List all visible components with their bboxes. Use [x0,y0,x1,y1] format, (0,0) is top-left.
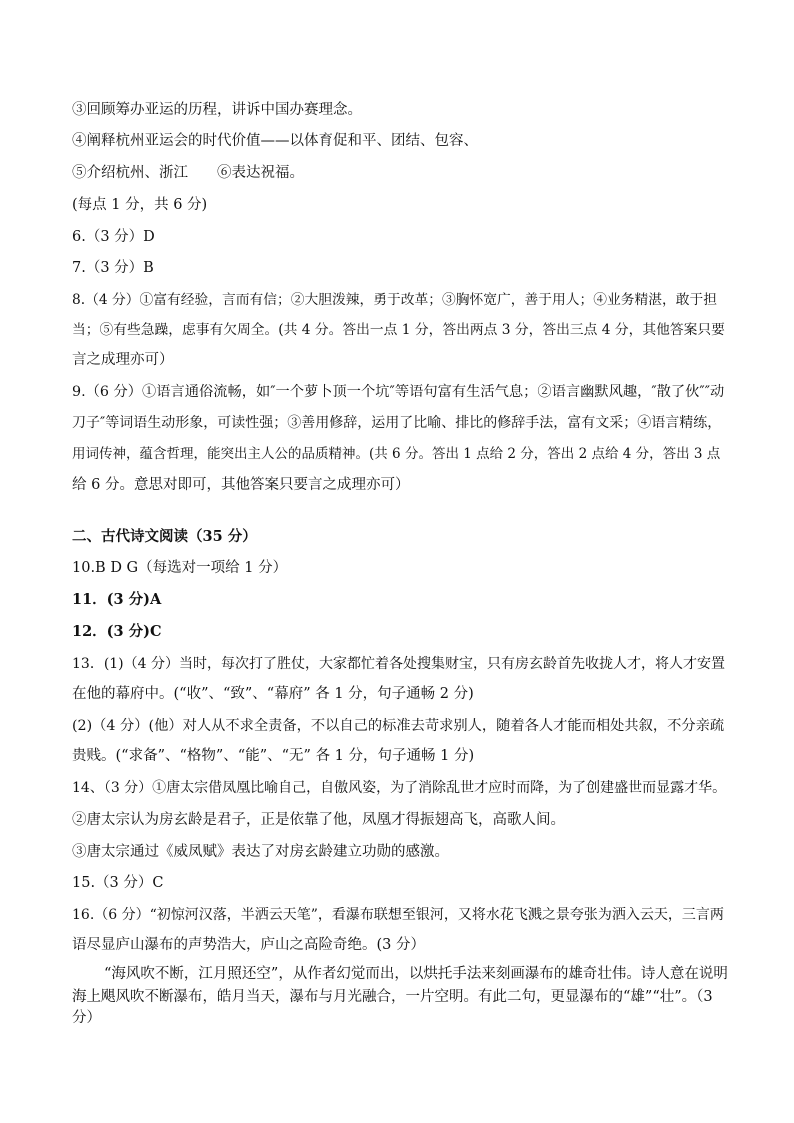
point-5-6-text: ⑤介绍杭州、浙江 ⑥表达祝福。 [72,165,304,181]
answer-q9-line: 刀子″等词语生动形象，可读性强；③善用修辞，运用了比喻、排比的修辞手法，富有文采；④语言精练， [72,415,722,431]
answer-q16-line: 16.（6 分）“初惊河汉落，半洒云天笔”，看瀑布联想至银河，又将水花飞溅之景夸张为洒入云天，三言两 [72,907,724,923]
answer-q8-line: 言之成理亦可） [72,352,174,368]
answer-q12: 12．(3 分)C [72,623,162,640]
point-3-text: ③回顾筹办亚运的历程，讲诉中国办赛理念。 [72,102,362,118]
answer-q14-line: ②唐太宗认为房玄龄是君子，正是依靠了他，凤凰才得振翅高飞，高歌人间。 [72,812,565,828]
answer-q16-line: 语尽显庐山瀑布的声势浩大，庐山之高险奇绝。(3 分） [72,937,425,953]
answer-q9-line: 给 6 分。意思对即可，其他答案只要言之成理亦可） [72,477,410,493]
answer-q11: 11．(3 分)A [72,591,162,608]
answer-q14-line: ③唐太宗通过《威凤赋》表达了对房玄龄建立功勋的感激。 [72,844,449,860]
scoring-note: (每点 1 分，共 6 分) [72,197,208,213]
answer-q16-line: “海风吹不断，江月照还空”，从作者幻觉而出，以烘托手法来刻画瀑布的雄奇壮伟。诗人意在说明 [104,966,728,982]
answer-q15: 15.（3 分）C [72,875,164,891]
answer-q16-line: 海上飓风吹不断瀑布，皓月当天，瀑布与月光融合，一片空明。有此二句，更显瀑布的“雄”“壮”。（3 [72,989,713,1005]
answer-q13-line: 在他的幕府中。(“收”、“致”、“幕府” 各 1 分，句子通畅 2 分) [72,686,474,702]
answer-q13-line: 贵贱。(“求备”、“格物”、“能”、“无” 各 1 分，句子通畅 1 分) [72,748,475,764]
answer-q7: 7.（3 分）B [72,260,154,276]
answer-q13-line: 13．(1)（4 分）当时，每次打了胜仗，大家都忙着各处搜集财宝，只有房玄龄首先收拢人才，将人才安置 [72,656,726,672]
answer-q9-line: 用词传神，蕴含哲理，能突出主人公的品质精神。(共 6 分。答出 1 点给 2 分，答出 2 点给 4 分，答出 3 点 [72,446,721,462]
answer-q8-line: 8.（4 分）①富有经验，言而有信；②大胆泼辣，勇于改革；③胸怀宽广，善于用人；④业务精湛，敢于担 [72,292,717,308]
answer-q9-line: 9.（6 分）①语言通俗流畅，如″一个萝卜顶一个坑″等语句富有生活气息；②语言幽默风趣，″散了伙″″动 [72,384,725,400]
answer-q13-line: (2)（4 分）(他）对人从不求全责备，不以自己的标准去苛求别人，随着各人才能而相处共叙，不分亲疏 [72,718,725,734]
section-heading: 二、古代诗文阅读（35 分） [72,528,257,545]
point-4-text: ④阐释杭州亚运会的时代价值——以体育促和平、团结、包容、 [72,133,478,149]
answer-q6: 6.（3 分）D [72,229,155,245]
answer-q14-line: 14、（3 分）①唐太宗借凤凰比喻自己，自傲风姿，为了消除乱世才应时而降，为了创建盛世而显露才华。 [72,780,727,796]
answer-q16-line: 分） [72,1010,101,1026]
answer-q10: 10.B D G（每选对一项给 1 分） [72,560,288,576]
answer-q8-line: 当；⑤有些急躁，虑事有欠周全。(共 4 分。答出一点 1 分，答出两点 3 分，答出三点 4 分，其他答案只要 [72,322,725,338]
